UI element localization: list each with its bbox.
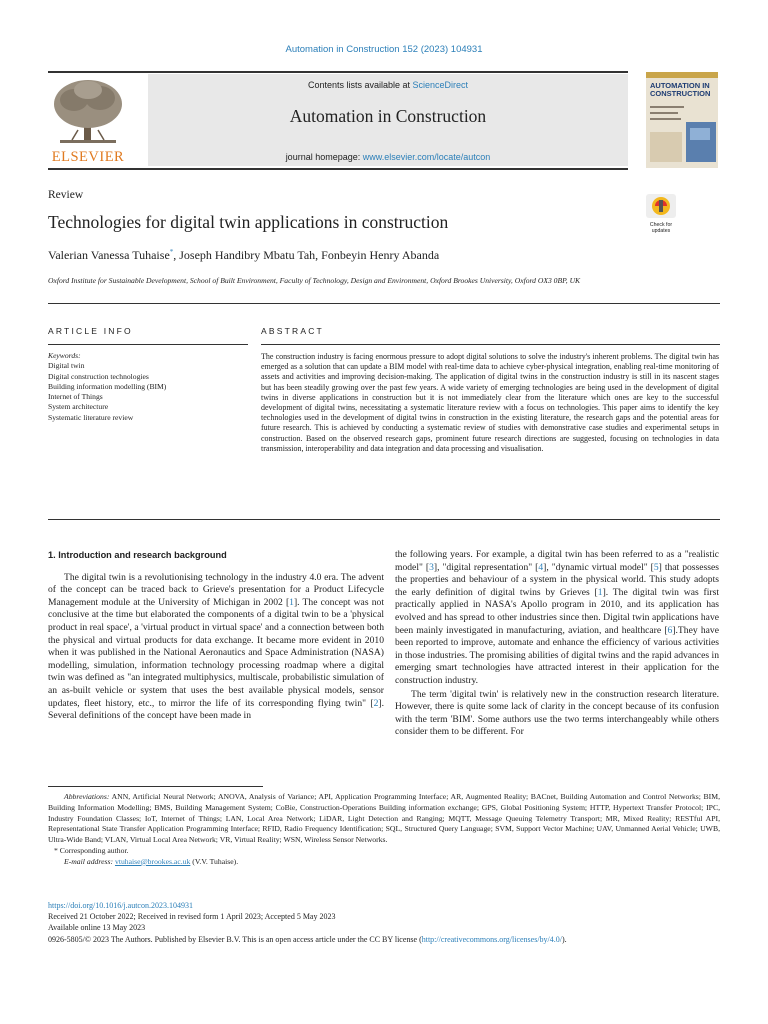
homepage-prefix: journal homepage: bbox=[285, 152, 363, 162]
ref-link[interactable]: 2 bbox=[373, 697, 379, 709]
keywords-block bbox=[48, 351, 248, 423]
license-link[interactable]: http://creativecommons.org/licenses/by/4.0/ bbox=[421, 934, 563, 944]
crossmark-icon bbox=[646, 194, 676, 218]
abbrev-label: Abbreviations: bbox=[64, 792, 110, 801]
intro-text: ] that possesses the properties and behaviour of a system in the physical world. This study adopts the early definition of digital twins by Grieves [ bbox=[395, 561, 719, 598]
journal-title: Automation in Construction bbox=[289, 106, 487, 126]
intro-text: ]. The digital twin was first practically applied in NASA's Apollo program in 2010, and its application has evolved and has spread to other industries since then. Digital twin applications have been mainly investigated in manufacturing, aviation, and healthcare [ bbox=[395, 586, 719, 636]
license-line bbox=[48, 934, 720, 945]
journal-citation[interactable]: Automation in Construction 152 (2023) 104931 bbox=[285, 44, 483, 55]
cover-title: AUTOMATION IN CONSTRUCTION bbox=[650, 81, 711, 98]
doi-link[interactable]: https://doi.org/10.1016/j.autcon.2023.104931 bbox=[48, 901, 193, 910]
email-label: E-mail address: bbox=[64, 856, 114, 866]
journal-homepage bbox=[148, 152, 628, 162]
journal-cover[interactable] bbox=[646, 72, 718, 168]
received-dates: Received 21 October 2022; Received in revised form 1 April 2023; Accepted 5 May 2023 bbox=[48, 912, 336, 922]
abbrev-text: ANN, Artificial Neural Network; ANOVA, Analysis of Variance; API, Application Programming Interface; AR, Augmented Reality; BACnet, Building Automation and Control Networks; BIM, Building Information Modelling; BMS, Building Management System; CoBie, Construction-Operations Building information exchange; GPS, Global Positioning System; HTTP, Hypertext Transfer Protocol; IPC, Industry Foundation Classes; IoT, Internet of Things; LAN, Local Area Network; LiDAR, Light Detection and Ranging; MQTT, Message Queuing Telemetry Transport; MR, Mixed Reality; RESTful API, Representational State Transfer Application Programming Interface; RFID, Radio Frequency Identification; SQL, Structured Query Language; SVM, Support Vector Machine; UAV, Unmanned Aerial Vehicle; UWB, Ultra-Wide Band; VLAN, Virtual Local Area Network; VR, Virtual Reality; WSN, Wireless Sensor Networks. bbox=[48, 792, 720, 845]
corresponding-author-note: * Corresponding author. bbox=[54, 845, 129, 855]
email-link[interactable]: vtuhaise@brookes.ac.uk bbox=[114, 856, 191, 866]
email-footnote bbox=[48, 857, 720, 868]
body-right-column bbox=[395, 549, 719, 739]
intro-text: ]. Several definitions of the concept have been made in bbox=[48, 697, 384, 722]
author-rest: , Joseph Handibry Mbatu Tah, Fonbeyin Henry Abanda bbox=[173, 248, 440, 262]
keywords-label: Keywords: bbox=[48, 351, 81, 360]
intro-text: ].They have been reported to improve, automate and enhance the efficiency of various activities in those industries. The promising abilities of digital twins and the rapid advances in emerging smart technologies have attracted interest in their application for the construction industry. bbox=[395, 624, 719, 686]
ref-link[interactable]: 1 bbox=[597, 586, 603, 598]
article-title: Technologies for digital twin applications in construction bbox=[48, 212, 449, 232]
abstract-bottom-rule bbox=[48, 519, 720, 520]
elsevier-wordmark: ELSEVIER bbox=[51, 149, 125, 165]
article-info-heading: ARTICLE INFO bbox=[48, 326, 133, 336]
abstract-rule bbox=[261, 344, 720, 345]
sciencedirect-link[interactable]: ScienceDirect bbox=[412, 80, 469, 90]
intro-text: the following years. For example, a digital twin has been referred to as a "realistic model" [ bbox=[395, 549, 719, 573]
affiliation-rule bbox=[48, 303, 720, 304]
section-heading: 1. Introduction and research background bbox=[48, 550, 227, 560]
footnotes bbox=[48, 792, 720, 868]
ref-link[interactable]: 3 bbox=[429, 561, 434, 573]
license-suffix: ). bbox=[562, 934, 567, 944]
keyword-item[interactable]: System architecture bbox=[48, 402, 109, 412]
keyword-item[interactable]: Digital construction technologies bbox=[48, 371, 149, 381]
keyword-item[interactable]: Internet of Things bbox=[48, 392, 103, 402]
license-prefix: 0926-5805/© 2023 The Authors. Published by Elsevier B.V. This is an open access article under the CC BY license ( bbox=[48, 934, 422, 944]
crossmark-label: Check for updates bbox=[649, 222, 673, 234]
email-suffix: (V.V. Tuhaise). bbox=[190, 856, 239, 866]
intro-text: ]. The concept was not conclusive at the time but elaborated the components of a digital twin to be a 'physical product in real space', a 'virtual product in virtual space' and a connection between both the physical and virtual products for data exchange. It became more evident in 2010 when it was published in the National Aeronautics and Space Administration (NASA) modelling, simulation, information technology processing roadmap where a digital twin was defined as "an integrated multiphysics, multiscale, probabilistic simulation of an as-built vehicle or system that uses the best available physical models, sensor updates, fleet history, etc., to mirror the life of its corresponding flying twin" [ bbox=[48, 596, 384, 709]
abstract-text: The construction industry is facing enormous pressure to adopt digital solutions to solve the industry's inherent problems. The digital twin has emerged as a solution that can update a BIM model with real-time data to achieve cyber-physical integration, enabling real-time monitoring of assets and activities and improving decision-making. The application of digital twins in the construction industry is still in its nascent stages but has been steadily growing over the past few years. A wide variety of emerging technologies are being used in the development of digital twins in diverse applications in construction but it is not immediately clear from the literature which ones are key to the successful development of digital twins, necessitating a systematic literature review with a focus on technologies. This paper aims to identify the key technologies used in the development of digital twins in construction in the existing literature, the research gaps and the potential areas for future research. This is achieved by conducting a systematic review of studies with demonstrative case studies and experimental setups in construction. Based on the observed research gaps, prominent future research directions are suggested, focusing on technologies in data transmission, interoperability and data integration and data processing and visualisation. bbox=[261, 352, 719, 453]
contents-prefix: Contents lists available at bbox=[307, 80, 413, 90]
keyword-item[interactable]: Systematic literature review bbox=[48, 412, 134, 422]
body-left-column bbox=[48, 549, 384, 723]
abbreviations-footnote bbox=[48, 792, 720, 846]
author-list bbox=[48, 248, 439, 263]
ref-link[interactable]: 4 bbox=[538, 561, 544, 573]
ref-link[interactable]: 1 bbox=[289, 596, 294, 608]
intro-paragraph-2: The term 'digital twin' is relatively new in the construction research literature. However, there is quite some lack of clarity in the concept because of its confusion with the term 'BIM'. Some authors use the two terms interchangeably while others consider them to be different. For bbox=[395, 688, 719, 738]
affiliation: Oxford Institute for Sustainable Development, School of Built Environment, Faculty of Technology, Design and Environment, Oxford Brookes University, Oxford OX3 0BP, UK bbox=[48, 276, 581, 285]
check-for-updates-badge[interactable] bbox=[646, 194, 676, 234]
elsevier-logo bbox=[48, 74, 128, 166]
intro-text: ], "digital representation" [ bbox=[433, 561, 539, 573]
abstract-heading: ABSTRACT bbox=[261, 326, 324, 336]
header-top-rule bbox=[48, 71, 628, 73]
homepage-link[interactable]: www.elsevier.com/locate/autcon bbox=[362, 152, 491, 162]
intro-text: The digital twin is a revolutionising technology in the industry 4.0 era. The advent of the concept can be traced back to Grieve's presentation for a Product Lifecycle Management module at the University of Michigan in 2002 [ bbox=[48, 571, 384, 608]
intro-paragraph-1-cont bbox=[395, 549, 719, 688]
keyword-item[interactable]: Digital twin bbox=[48, 361, 85, 371]
corresponding-mark[interactable]: * bbox=[169, 248, 174, 256]
author-first[interactable]: Valerian Vanessa Tuhaise bbox=[48, 248, 170, 262]
journal-banner bbox=[148, 74, 628, 166]
footnote-rule bbox=[48, 786, 263, 787]
header-bottom-rule bbox=[48, 168, 628, 170]
intro-text: ], "dynamic virtual model" [ bbox=[543, 561, 654, 573]
intro-paragraph-1 bbox=[48, 572, 384, 723]
contents-line bbox=[148, 80, 628, 90]
article-info-rule bbox=[48, 344, 248, 345]
keyword-item[interactable]: Building information modelling (BIM) bbox=[48, 381, 167, 391]
ref-link[interactable]: 6 bbox=[667, 624, 673, 636]
article-type: Review bbox=[48, 189, 84, 201]
available-online: Available online 13 May 2023 bbox=[48, 923, 146, 933]
publication-info bbox=[48, 900, 720, 945]
ref-link[interactable]: 5 bbox=[653, 561, 659, 573]
